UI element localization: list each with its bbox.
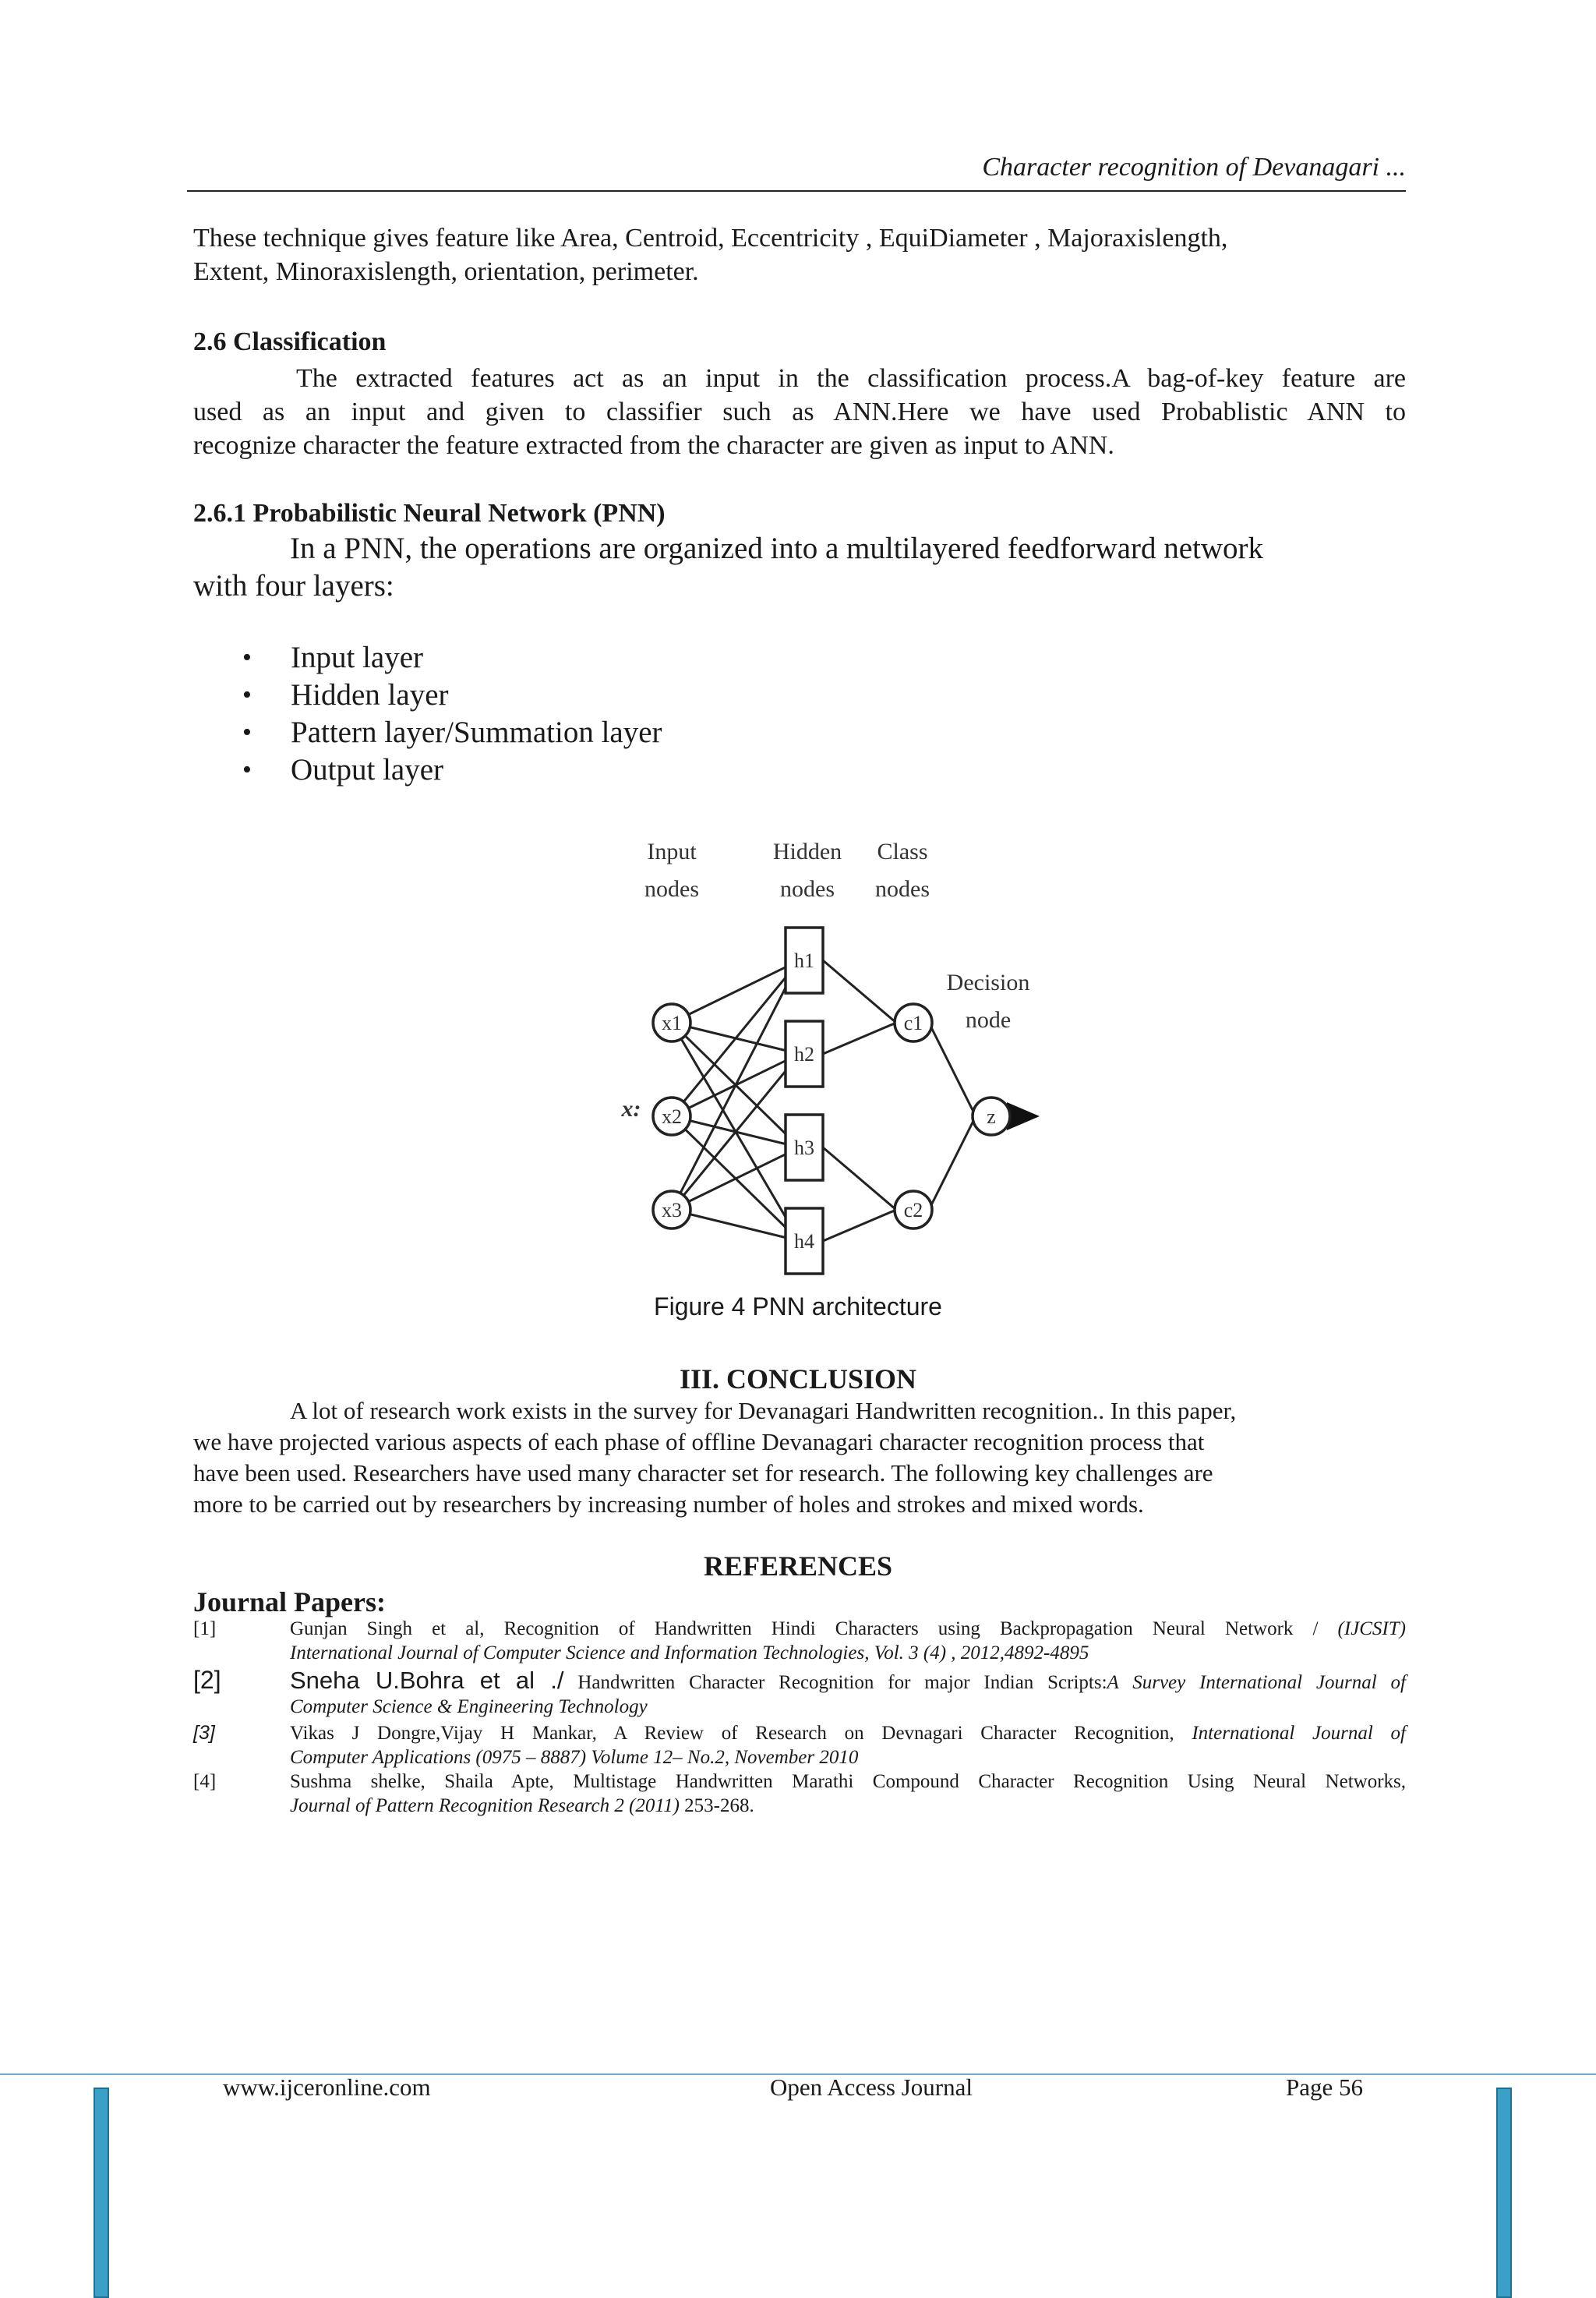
conclusion-heading: III. CONCLUSION: [679, 1363, 917, 1395]
input-hidden-connections: [672, 960, 800, 1241]
input-node-x3-label: x3: [662, 1199, 682, 1221]
class-nodes-label-2: nodes: [875, 876, 930, 902]
pnn-architecture-diagram: [608, 826, 1044, 1278]
reference-journal: Computer Applications (0975 – 8887) Volume 12– No.2, November 2010: [290, 1747, 859, 1768]
pnn-paragraph: [193, 530, 1409, 605]
hidden-node-h3-label: h3: [794, 1137, 814, 1159]
input-node-x2-label: x2: [662, 1105, 682, 1128]
reference-journal: A Survey International Journal of: [1107, 1672, 1406, 1693]
reference-line: [290, 1721, 1406, 1745]
conclusion-line-4: more to be carried out by researchers by increasing number of holes and strokes and mixed words.: [193, 1490, 1144, 1518]
reference-line: [290, 1668, 1406, 1695]
decision-node-label-2: node: [965, 1007, 1012, 1033]
input-nodes-label: Input: [647, 839, 697, 864]
hidden-node-h1-label: h1: [794, 949, 814, 972]
reference-number: [3]: [193, 1722, 215, 1744]
decision-node-z-label: z: [987, 1105, 996, 1128]
conclusion-line-2: we have projected various aspects of each phase of offline Devanagari character recognition process that: [193, 1428, 1205, 1455]
list-item: • Input layer: [230, 639, 662, 677]
footer-journal: Open Access Journal: [770, 2074, 973, 2101]
reference-line-2: [290, 1794, 1406, 1818]
reference-item: [193, 1668, 1406, 1719]
reference-line: Sushma shelke, Shaila Apte, Multistage Handwritten Marathi Compound Character Recognition Using Neural Networks,: [290, 1771, 1406, 1792]
reference-pages: 253-268.: [679, 1795, 754, 1816]
classification-heading: 2.6 Classification: [193, 327, 387, 356]
intro-line-1: These technique gives feature like Area, Centroid, Eccentricity , EquiDiameter , Majoraxislength,: [193, 224, 1228, 253]
classification-line-3: recognize character the feature extracted from the character are given as input to ANN.: [193, 431, 1114, 460]
reference-line: [290, 1617, 1406, 1641]
list-item: • Output layer: [230, 751, 662, 789]
reference-number: [2]: [193, 1666, 221, 1694]
pnn-layer-list: [230, 639, 662, 789]
conclusion-line-1: A lot of research work exists in the survey for Devanagari Handwritten recognition.. In this paper,: [290, 1397, 1237, 1424]
reference-author: Sneha U.Bohra et al ./: [290, 1667, 564, 1694]
pnn-heading: 2.6.1 Probabilistic Neural Network (PNN): [193, 499, 666, 528]
footer-website-link[interactable]: www.ijceronline.com: [223, 2074, 431, 2101]
hidden-nodes-label-2: nodes: [780, 876, 835, 902]
pnn-line-1: In a PNN, the operations are organized into a multilayered feedforward network: [290, 532, 1263, 565]
figure-caption: Figure 4 PNN architecture: [654, 1292, 942, 1320]
classification-paragraph: [193, 362, 1406, 462]
intro-paragraph: [193, 221, 1409, 288]
reference-item: [193, 1617, 1406, 1665]
reference-text: Gunjan Singh et al, Recognition of Handwritten Hindi Characters using Backpropagation Neural Network /: [290, 1618, 1319, 1639]
class-node-c1-label: c1: [903, 1012, 923, 1034]
class-node-c2-label: c2: [903, 1199, 923, 1221]
reference-journal: (IJCSIT): [1337, 1618, 1406, 1639]
footer-page-number: Page 56: [1286, 2074, 1364, 2101]
intro-line-2: Extent, Minoraxislength, orientation, perimeter.: [193, 257, 699, 286]
reference-text: Vikas J Dongre,Vijay H Mankar, A Review of Research on Devnagari Character Recognition,: [290, 1723, 1192, 1744]
reference-journal: International Journal of: [1192, 1723, 1406, 1744]
references-heading: REFERENCES: [703, 1550, 893, 1582]
reference-text: Handwritten Character Recognition for major Indian Scripts:: [563, 1672, 1107, 1693]
decision-node-label: Decision: [946, 970, 1030, 995]
input-nodes-label-2: nodes: [644, 876, 699, 902]
reference-item: [193, 1721, 1406, 1769]
classification-line-1: The extracted features act as an input in the classification process.A bag-of-key feature are: [296, 364, 1406, 393]
list-item: • Hidden layer: [230, 677, 662, 714]
reference-item: [193, 1769, 1406, 1818]
running-header: Character recognition of Devanagari ...: [187, 153, 1406, 192]
list-item: • Pattern layer/Summation layer: [230, 714, 662, 751]
hidden-node-h4-label: h4: [794, 1230, 814, 1253]
left-decorative-bar: [94, 2088, 109, 2298]
pnn-line-2: with four layers:: [193, 569, 394, 603]
hidden-nodes-label: Hidden: [772, 839, 842, 864]
input-node-x1-label: x1: [662, 1012, 682, 1034]
references-subheading: Journal Papers:: [193, 1586, 386, 1617]
reference-number: [1]: [193, 1618, 217, 1639]
right-decorative-bar: [1496, 2088, 1512, 2298]
classification-line-2: used as an input and given to classifier such as ANN.Here we have used Probablistic ANN to: [193, 398, 1406, 426]
reference-journal: Computer Science & Engineering Technology: [290, 1696, 648, 1717]
conclusion-line-3: have been used. Researchers have used many character set for research. The following key challenges are: [193, 1459, 1213, 1487]
conclusion-paragraph: [193, 1395, 1409, 1520]
hidden-node-group: [786, 928, 823, 1274]
hidden-node-h2-label: h2: [794, 1043, 814, 1066]
class-nodes-label: Class: [877, 839, 928, 864]
input-vector-label: x:: [621, 1096, 641, 1122]
reference-journal: International Journal of Computer Science and Information Technologies, Vol. 3 (4) , 2012,4892-4895: [290, 1642, 1089, 1663]
reference-number: [4]: [193, 1771, 217, 1792]
reference-journal: Journal of Pattern Recognition Research 2 (2011): [290, 1795, 680, 1816]
